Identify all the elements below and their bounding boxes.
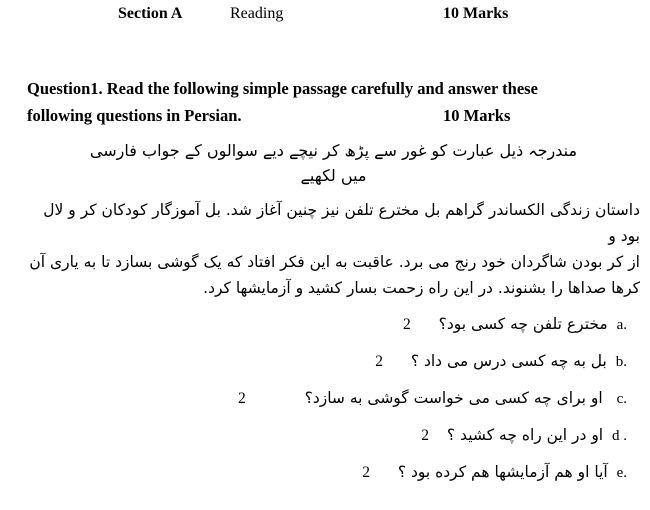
passage-line2: از کر بودن شاگردان خود رنج می برد. عاقبت به این فکر افتاد که یک گوشی بسازد تا به یاری آن <box>29 253 640 271</box>
question-mark: 2 <box>375 353 383 370</box>
section-type: Reading <box>230 5 284 22</box>
urdu-instruction <box>27 138 640 188</box>
urdu-instruction-line1: مندرجہ ذیل عبارت کو غور سے پڑھ کر نیچے دیے سوالوں کے جواب فارسی <box>89 141 578 160</box>
urdu-instruction-line2: میں لکھیے <box>300 166 367 185</box>
question-row-c <box>27 388 627 410</box>
question-mark: 2 <box>362 464 370 481</box>
question-mark: 2 <box>237 390 246 407</box>
question-text: بل به چه کسی درس می داد ؟ <box>410 352 607 370</box>
persian-passage <box>27 197 640 301</box>
question-marks: 10 Marks <box>443 106 511 125</box>
question-mark: 2 <box>421 427 430 444</box>
question-intro <box>27 75 640 129</box>
question-row-d <box>27 425 627 447</box>
question-intro-line2: following questions in Persian. <box>27 106 242 125</box>
question-intro-line1: Question1. Read the following simple passage carefully and answer these <box>27 79 538 98</box>
question-text: آیا او هم آزمایشها هم کرده بود ؟ <box>397 463 608 481</box>
section-marks: 10 Marks <box>443 5 509 22</box>
question-row-a <box>27 314 627 336</box>
question-letter: e. <box>616 465 627 481</box>
question-row-b <box>27 351 627 373</box>
question-text: او برای چه کسی می خواست گوشی به سازد؟ <box>304 389 603 407</box>
passage-line3: کرها صداها را بشنوند. در این راه زحمت بسار کشید و آزمایشها کرد. <box>203 279 640 297</box>
question-letter: c. <box>616 391 627 407</box>
question-row-e <box>27 462 627 484</box>
question-letter: b. <box>615 354 627 370</box>
question-letter: a. <box>616 317 627 333</box>
question-text: او در این راه چه کشید ؟ <box>446 426 604 444</box>
passage-line1: داستان زندگی الکساندر گراهم بل مخترع تلفن نیز چنین آغاز شد. بل آموزگار کودکان کر و لال بود و <box>43 201 640 245</box>
section-header <box>27 5 640 25</box>
question-letter: d . <box>612 428 627 444</box>
question-text: مخترع تلفن چه کسی بود؟ <box>438 315 608 333</box>
section-title: Section A <box>118 5 183 22</box>
question-mark: 2 <box>403 316 411 333</box>
question-list <box>27 314 640 484</box>
